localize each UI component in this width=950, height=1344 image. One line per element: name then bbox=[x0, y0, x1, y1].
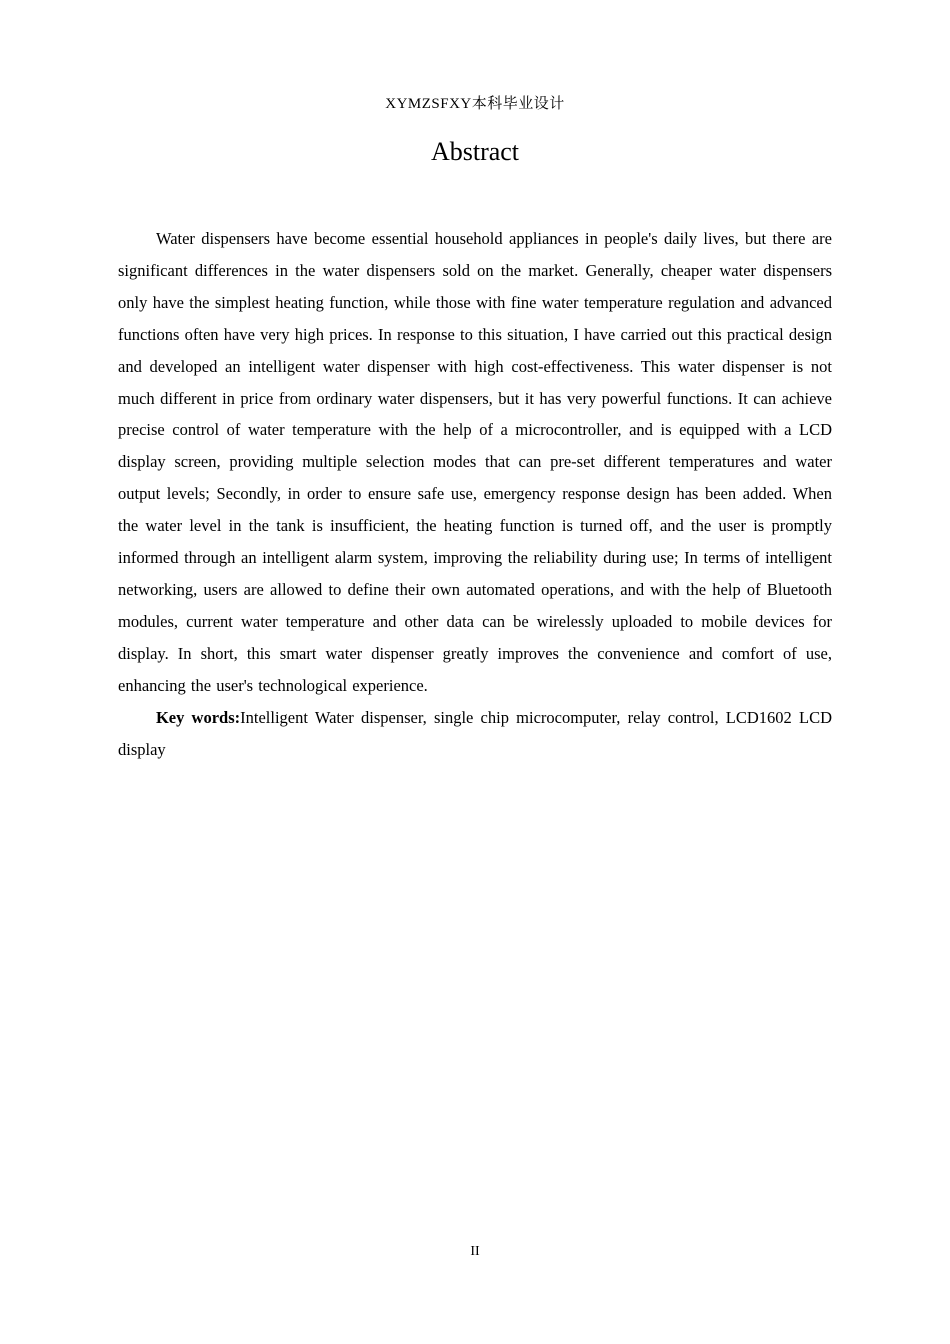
page-title: Abstract bbox=[430, 137, 520, 166]
running-header: XYMZSFXY本科毕业设计 bbox=[385, 96, 565, 112]
page-number: II bbox=[470, 1244, 480, 1259]
abstract-paragraph: Water dispensers have become essential household appliances in people's daily lives, but there are significant differences in the water dispensers sold on the market. Generally, cheaper water dispensers only have the simplest heating function, while those with fine water temperature regulation and advanced functions often have very high prices. In response to this situation, I have carried out this practical design and developed an intelligent water dispenser with high cost-effectiveness. This water dispenser is not much different in price from ordinary water dispensers, but it has very powerful functions. It can achieve precise control of water temperature with the help of a microcontroller, and is equipped with a LCD display screen, providing multiple selection modes that can pre-set different temperatures and water output levels; Secondly, in order to ensure safe use, emergency response design has been added. When the water level in the tank is insufficient, the heating function is turned off, and the user is promptly informed through an intelligent alarm system, improving the reliability during use; In terms of intelligent networking, users are allowed to define their own automated operations, and with the help of Bluetooth modules, current water temperature and other data can be wirelessly uploaded to mobile devices for display. In short, this smart water dispenser greatly improves the convenience and comfort of use, enhancing the user's technological experience. bbox=[118, 229, 832, 695]
keywords-text: Intelligent Water dispenser, single chip microcomputer, relay control, LCD1602 LCD display bbox=[118, 707, 832, 759]
abstract-content bbox=[118, 223, 832, 765]
keywords-label: Key words: bbox=[155, 707, 241, 727]
keywords-line bbox=[118, 702, 832, 766]
